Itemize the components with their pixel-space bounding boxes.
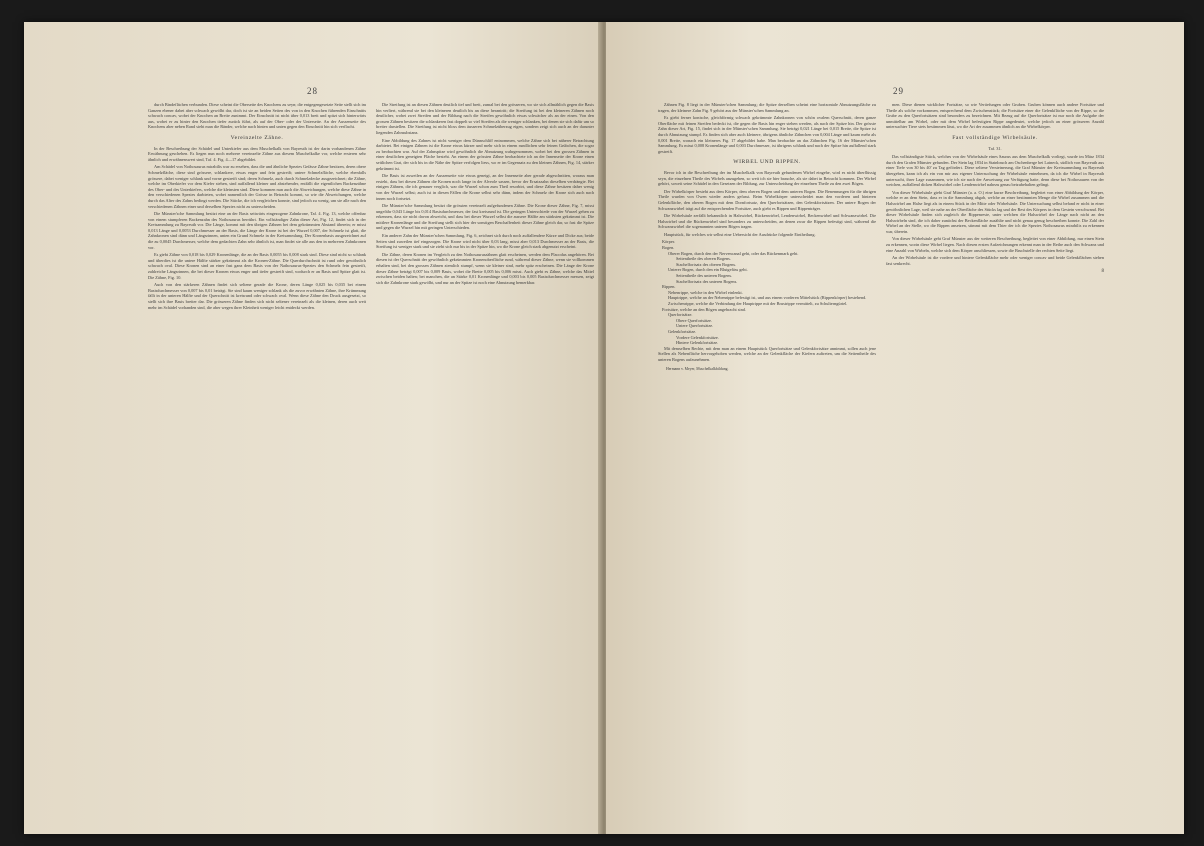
outline-entry: Untere Querfortsätze. <box>676 323 714 329</box>
paragraph: Eine Abbildung des Zahnes ist nicht weniger dem Dünnschliff entnommen, welche Zähne sich bei näherer Betrachtung darbietet. Bei einigen Zähnen ist die Krone etwas kürzer und mehr sich in einem rundlichen sehr feinen Grübchen, die sogar zu beobachten war. Auf der Zahnspitze wird gewöhnlich die Abnutzung wahrgenommen, wobei bei den grossen Zähnen in einer deutlichen geneigten Fläche besteht. An einem der grössten Zähne beobachtete ich an der Innenseite der Krone einen seitlichen Grat, der sich bis in die Nähe der Spitze verfolgen liess, wo er im Gegensatz zu den kleinen Zähnen, Fig. 14, stärker gekrümmt ist. <box>376 137 594 171</box>
outline-entry: Oberer Bogen, durch den der Nervencanal geht, oder das Rückenmark geht. <box>668 250 799 256</box>
paragraph: Am Schädel von Nothosaurus mirabilis war zu ersehen, dass die und ähnliche Spezies Gefässe Zähne besitzen, deren obere Schmelzfläche, diese sind grössere, schlankere, etwas enger und fein gestreift; untere Schmelzfläche, welche ebenfalls grössere, dabei weniger schlank und vorne gestreift sind; deren Schmelz, auch durch Schmelzdecke ausgezeichnet; die Zähne, welche im Oberkiefer vor dem Kiefer stehen, sind auffallend kleiner und abstehender, entfällt die eigentlichen Backenzähne des Ober- und des Unterkiefers, welche die kleinsten sind. Diese kommen nun auch die Abweichungen, welche diese Zähne in den verschiedenen Spezies darbieten, wobei namentlich der Grösse in Betracht kommt, so wie die Abweichungen, welche durch das Alter des Zahns bedingt werden. Die Stücke, die ich vergleichen konnte, sind jedoch zu wenig, um sie alle nach den verschiedenen Zähnen einer und derselben Spezies nicht zu unterscheiden. <box>148 164 366 209</box>
paragraph: Zähnen Fig. 8 liegt in der Münster'schen Sammlung; die Spitze derselben scheint eine horizontale Abnutzungsfläche zu tragen, der kleinere Zahn Fig. 9 gehört aus der Münster'schen Sammlung an. <box>658 102 876 113</box>
outline-entry: Bogen. <box>662 245 675 251</box>
outline-entry: Hintere Gelenkfortsätze. <box>676 340 719 346</box>
outline-entry: Vordere Gelenkfortsätze. <box>676 334 719 340</box>
paragraph: Bevor ich in die Beschreibung der im Muschelkalk von Bayreuth gefundenen Wirbel eingehe, wird es nicht überflüssig seyn, die einzelnen Theile des Wirbels anzugeben, so weit ich sie hier brauche, als sie dabei in Betracht kommen. Der Wirbel gehört, soweit seine Schädel in den Gesetzen der Bildung, zur Unterscheidung der einzelnen Theile zu den zwei Bögen. <box>658 169 876 187</box>
page-number: 28 <box>307 86 318 96</box>
outline-entry: Fortsätze, welche an den Bögen angebracht sind. <box>662 306 746 312</box>
paragraph: Die Wirbelsäule zerfällt bekanntlich in Halswirbel, Rückenwirbel, Lendenwirbel, Beckenwirbel und Schwanzwirbel. Die Halswirbel und die Rückenwirbel sind besonders zu unterscheiden, an denen zwar die Rippen befestigt sind, während die Schwanzwirbel die sogenannten unteren Bögen tragen. <box>658 213 876 230</box>
outline-entry: Stachelfortsatz des unteren Bogens. <box>676 278 738 284</box>
paragraph: Die Münster'sche Sammlung besitzt eine an der Basis seitwärts eingezogene Zahnkrone, Taf. 4. Fig. 13, welche offenbar von einem stumpferen Backenzahn des Nothosaurus herrührt. Ein vollständiger Zahn dieser Art, Fig. 12, findet sich in der Kreisammlung zu Bayreuth vor. Die Länge, kommt mit den übrigen Zähnen bei dem gekrümmten Abstand überein; er misst 0,013 Länge und 0,0053 Durchmesser an der Basis, die Länge der Krone ist bei der Wurzel 0,007, der Schmelz ist glatt, die Zahnkronen sind dünn und Längsrinnen, unten ein Grund Schmelz in der Kreisammlung. Der Kronenbasis ausgezeichnet auf die zu 0,0045 Durchmesser, welche dem gedachten Zahn sehr ähnlich ist, man findet sie alle aus den in mehreren Zahnkronen vor. <box>148 211 366 250</box>
paragraph: Die Streifung ist an diesen Zähnen deutlich tief und breit, zumal bei den grösseren, wo sie sich allmählich gegen die Basis hin verliert, während sie bei den kleineren deutlich bis an diese herantritt; die Streifung ist bei den kleineren Zähnen noch deutlicher, wobei zwei Streifen und der Bildung nach die Streifen gewöhnlich etwas schwächer als an der einen. Von den grossen Zähnen besitzen die schlankeren fast doppelt so viel Streifen als die weniger schlanken, bei denen sie sich dafür um so breiter darstellen. Die Streifung ist nicht bloss dem äusseren Schmelzüberzug eigen, sondern zeigt sich auch an der darunter liegenden Zahnsubstanz. <box>376 102 594 135</box>
text-column <box>376 102 594 287</box>
paragraph: Von dieser Wirbelsäule giebt Graf Münster (a. a. O.) eine kurze Beschreibung, begleitet von einer Abbildung der Körper, welche er an dem Stein, dass er in die Sammlung abgab, welche an einer bestimmten Menge die Wirbel zusammen und die Halswirbel am Halse liegt als in einem Stück in der Mitte oder Wirbelsäule. Die Untersuchung selbst befand er nicht in einer gewöhnlichen Lage, weil sie nahe an der Oberfläche des Stücks lag und der Rest des Körpers in dem Gestein verschwand. Bei dieser Wirbelsäule finden sich zugleich die Rippenreste, unter welchen die Halswirbel der Länge nach nicht an den Halswirbeln sind, die ich daher zunächst der Beckenfläche zuzählte und nicht genau genug beschreiben konnte. Die Zahl der Wirbel an der Stelle, wo die Rippen ansetzen, stimmt mit dem Thier der ich die Spezies Nothosaurus mirabilis zu erkennen war, überein. <box>886 189 1104 234</box>
paragraph: An der Wirbelsäule ist die vordere und hintere Gelenkfläche mehr oder weniger concav und beide Gelenkflächen stehen fast senkrecht. <box>886 255 1104 266</box>
paragraph: men. Diese dienen wirklicher Fortsätze, so wie Vertiefungen oder Gruben. Gruben können auch andere Fortsätze und Theile als solche vorkommen, entsprechend dem Zwischenstück; die Fortsätze einer die Gelenkfläche von der Rippe, so die Grube zu den Querfortsätzen sind besonders zu bezeichnen. Mit Bezug auf die Querfortsätze ist nur noch die Aufgabe der unmittelbar am Wirbel, oder mit dem Wirbel befestigten Rippe angedeutet, welche jedoch an einer grösseren Anzahl untersuchter Tiere stets bestimmen lässt, wo die Art der zusammen ähnlich an die Wirbelkörper. <box>886 102 1104 130</box>
paragraph: Der Wirbelkörper besteht aus dem Körper, dem oberen Bogen und dem unteren Bogen. Die Benennungen für die übrigen Theile wurden von Owen wieder anders gefasst. Beim Wirbelkörper unterscheidet man den vorderen und hinteren Gelenkfläche, den oberen Bogen mit dem Dornfortsatz, den Querfortsätzen, den Gelenkfortsätzen. Der untere Bogen der Schwanzwirbel trägt auf die entsprechenden Fortsätze, auch giebt es Rippen und Rippenträger. <box>658 188 876 211</box>
section-heading: Vereinzelte Zähne. <box>230 134 284 141</box>
paragraph: Die Basis ist zuweilen an der Aussenseite wie etwas geneigt, an der Innenseite aber gerade abgeschnitten, woraus man ersieht, dass bei diesen Zähnen die Kronen noch lange in der Alveole sassen, bevor der Ersatzzahn dieselben verdrängte. Bei einigen Zähnen, die ich genauer verglich, war die Wurzel schon zum Theil resorbirt, und diese Zähne besitzen daher wenig von der Wurzel selbst; auch ist in diesen Fällen die Krone selbst sehr dünn, indem der Schmelz der Krone sich auch nach innen noch fortsetzt. <box>376 173 594 201</box>
paragraph: Ein anderer Zahn der Münster'schen Sammlung, Fig. 6, zeichnet sich durch noch auffallendere Kürze und Dicke aus; beide Seiten sind zuweilen tief eingezogen. Die Krone wird nicht über 0,03 lang, misst aber 0,013 Durchmesser an der Basis, die Streifung ist weniger stark und sie zieht sich nur bis in der Spitze hin, wo die Krone gleich stark abgenutzt erscheint. <box>376 233 594 250</box>
paragraph: Auch von den stärkeren Zähnen findet sich seltene gerade die Krone, deren Länge 0,025 bis 0,035 bei einem Basisdurchmesser von 0,007 bis 0,01 beträgt. Sie sind kaum weniger schlank als die zuvor erwähnten Zähne, ihre Krümmung fällt in der unteren Hälfte und der Querschnitt ist kreisrund oder schwach oval. Wenn diese Zähne den Druck ausgesetzt, so stellt sich ihre Basis breiter dar. Die grösseren Zähne finden sich nicht seltener vereinzelt als die kleinen, deren auch weit mehr im Schädel vorhanden sind, die aber wegen ihrer Kleinheit weniger leicht entdeckt werden. <box>148 282 366 310</box>
outline-entry: Seitentheile des unteren Bogens. <box>676 273 733 279</box>
paragraph: Die Zähne, deren Kronen im Vergleich zu den Nothosauruszähnen glatt erscheinen, werden dem Placodus angehören. Bei diesen ist der Querschnitt der gewöhnlich gekrümmten Kronenoberfläche rund, während dieser Zähne, wenn sie vollkommen erhalten sind, bei den grossen Zähnen ziemlich stumpf, wenn sie kleiner sind, mehr spitz erscheinen. Die Länge der Krone dieser Zähne beträgt 0,007 bis 0,009 Basis, wobei die Breite 0,005 bis 0,006 misst. Auch giebt es Zähne, welche das Mittel zwischen beiden halten; bei manchen, die an Stärke 0,01 Kronenlänge und 0,003 bis 0,005 Basisdurchmesser messen, zeigt sich die Zahnkrone stark gewölbt, und nur an der Spitze ist noch eine Abnutzung bemerkbar. <box>376 251 594 285</box>
plate-reference: Taf. 31. <box>988 145 1002 151</box>
paragraph: Es giebt ferner konische, gleichförmig schwach gekrümmte Zahnkronen von schön ovalem Querschnitt, deren ganze Oberfläche mit feinen Streifen bedeckt ist, die gegen die Basis hin enger stehen werden, als nach der Spitze hin. Der grösste Zahn dieser Art, Fig. 15, findet sich in der Münster'schen Sammlung. Sie beträgt 0,021 Länge bei 0,015 Breite, die Spitze ist durch Abnutzung stumpf. Es finden sich aber auch kleinere, übrigens ähnliche Zähnchen von 0,004 Länge und kaum mehr als 0,001 Breite, wonach ein kleineres Fig. 17 abgebildet habe. Man beobachte an das Zähnchen Fig. 16 der Münster'schen Sammlung. Es misst 0,008 Kronenlänge und 0,003 Durchmesser, ist übrigens schlank und nach der Spitze hin auffallend stark gestreift. <box>658 115 876 154</box>
paragraph: Das vollständigste Stück, welches von der Wirbelsäule eines Saurus aus dem Muschelkalk vorliegt, wurde im März 1834 durch den Grafen Münster gefunden. Der Stein lag 1834 in Stainbruch am Oschenberge bei Laineck, südlich von Bayreuth aus einer Tiefe von 30 bis 40' zu Tag gefördert. Diese seltene Versteinerung, die Graf Münster der Kreissammlung zu Bayreuth übergeben, kann ich als ein von mir aus eigener Untersuchung der Wirbelsäule entnehmen, da ich die Wirbel in Bayreuth untersucht, ihrer Lage zusammen, wie ich sie nach der Anweisung zur Verfügung hatte, denn diese bei Nothosauren von der weichen, auffallend dicken Halswirbel oder Lendenwirbel nahezu genau beizubehalten gelingt. <box>886 154 1104 188</box>
book-spread <box>24 22 1184 834</box>
signature-mark: 8 <box>1101 269 1104 275</box>
outline-entry: Obere Querfortsätze. <box>676 317 713 323</box>
outline-entry: Körper. <box>662 239 676 245</box>
outline-entry: Nebenrippe, welche in den Wirbel einlenkt. <box>668 289 743 295</box>
left-page <box>24 22 602 834</box>
footnote: Hermann v. Meyer, Muschelkalkbildung. <box>666 366 729 371</box>
text-column <box>658 102 876 372</box>
outline-entry: Seitentheile des oberen Bogens. <box>676 256 731 262</box>
outline-entry: Querfortsätze. <box>668 312 693 318</box>
text-column <box>886 102 1104 275</box>
outline-entry: Hauptrippe, welche an der Nebenrippe befestigt ist, und aus einem vorderen Mittelstück (Rippenkörper) bestehend. <box>668 295 867 301</box>
paragraph: durch Bindeflächen verbunden. Diese scheint die Oberseite des Knochens zu seyn; die entgegengesetzte Seite stellt sich im Ganzen ebener dabei aber schwach gewölbt dar, doch ist sie an beiden Seiten des von in den Knochen führenden Einschnitts schwach concav, wobei der Knochen an Breite zunimmt. Der Einschnitt ist nicht über 0,013 breit und spitzt sich hinterwärts aus, wobei er zu hinter den Knochen tiefer zurück führt, als auf der Ober- oder der Unterseite. An der Aussenseite des Knochens aber neben Rand sieht man die Ränder, welche nach hinten und unten gegen den Einschnitt hin sich verflacht. <box>148 102 366 130</box>
paragraph: Die Münster'sche Sammlung besitzt die grössten vereinzelt aufgefundenen Zähne. Die Krone dieser Zähne, Fig. 7, misst ungefähr 0,043 Länge bis 0,014 Basisdurchmesser, der fast kreisrund ist. Die geringen Unterschiede von der Wurzel gehen zu erkennen, dass sie nicht davon abweicht, und dass bei dieser Wurzel selbst die aussere Hälfte am stärksten gekrümmt ist. Die mittlere Kronenlänge und die Streifung stellt sich hier der sonstigen Beschaffenheit dieser Zähne gleich dar, so fast die Spitze und gegen die Wurzel hin mit geringen Unterschieden. <box>376 203 594 231</box>
paragraph: Mit demselben Rechte, mit dem man an einem Hauptstück Querfortsätze und Gelenkfortsätze annimmt, sollen auch jene Stellen als Nebenfläche hervorgehoben werden, welche an der Gelenkfläche der Kiefern auftreten, um die Seitentheile des unteren Bogens aufzunehmen. <box>658 345 876 362</box>
outline-entry: Unterer Bogen, durch den ein Blutgefäss geht. <box>668 267 748 273</box>
section-heading: WIRBEL UND RIPPEN. <box>733 159 801 166</box>
paragraph: Es giebt Zähne von 0,018 bis 0,029 Kronenlänge, die an der Basis 0,0055 bis 0,008 stark sind. Diese sind nicht so schlank und überdies ist die untere Hälfte stärker gekrümmt als die Kronen-Zähne. Die Querdurchschnitt ist rund oder gewöhnlich schwach oval. Diese Kronen sind an einer fast ganz dem Basis von der Nathosaurus-Spezies den Schmelz fein gestreift, zahlreiche Längsrinnen, die bei dieser Kronen etwas enger und tiefer gestreift sind, wodurch er an Basis und Spitze glatt ist. Die Zähne, Fig. 10. <box>148 252 366 280</box>
right-page <box>606 22 1184 834</box>
text-column <box>148 102 366 312</box>
paragraph: In der Beschreibung der Schädel und Unterkiefer aus dem Muschelkalk von Bayreuth ist der darin vorhandenen Zähne Erwähnung geschehen. Es liegen nun noch mehrere vereinzelte Zähne aus diesem Muschelkalke vor, welche ersteren sehr ähnlich und erwähnenswert sind, Taf. 4. Fig. 4—17 abgebildet. <box>148 145 366 162</box>
section-heading: Fast vollständige Wirbelsäule. <box>952 134 1038 141</box>
paragraph: Hauptstück, für welches wir selbst eine Uebersicht der Ausdrücke folgende Eintheilung. <box>664 231 816 237</box>
outline-entry: Gelenkfortsätze. <box>668 328 697 334</box>
page-number: 29 <box>893 86 904 96</box>
paragraph: Von dieser Wirbelsäule geht Graf Münster aus der weiteren Beschreibung, begleitet von einer Abbildung, nur einen Stein zu erkennen, worin diese Wirbel liegen. Nach diesen ersten Aufzeichnungen erkennt man in der Reihe auch den Schwanz und eine Anzahl von Wirbeln, welche sich dem Körper anschliessen, sowie die Bruchstelle der rechten Seite liegt. <box>886 236 1104 253</box>
outline-entry: Stachelfortsatz des oberen Bogens. <box>676 261 737 267</box>
outline-entry: Rippen. <box>662 284 676 290</box>
outline-entry: Zwischenrippe, welche die Verbindung der Hauptrippe mit der Brustrippe vermittelt, zu Schulterngürtel. <box>668 301 848 306</box>
